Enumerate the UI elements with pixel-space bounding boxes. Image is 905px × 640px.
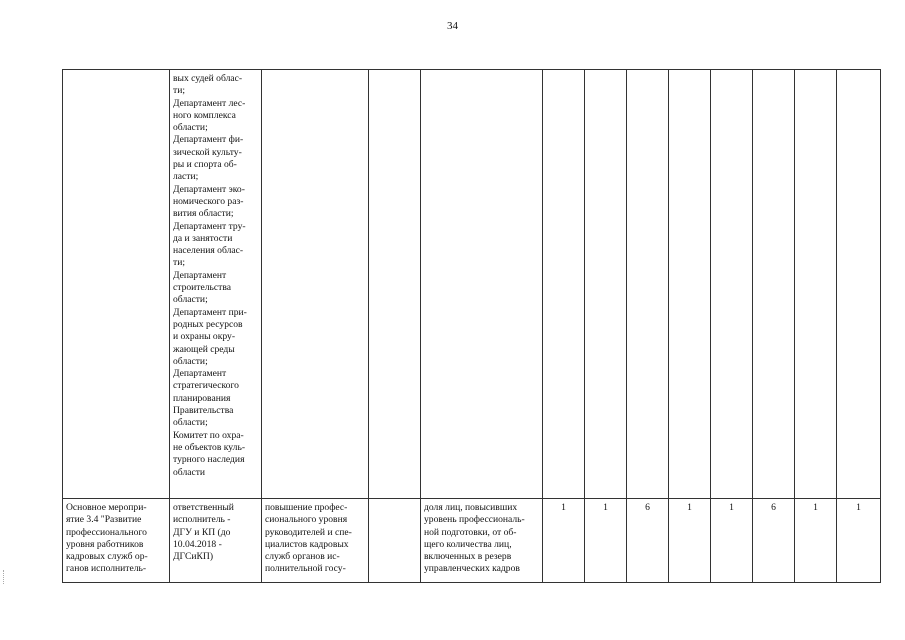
executors-cell: вых судей облас- ти; Департамент лес- ного комплекса области; Департамент фи- зической культу- ры и спорта об- ласти; Департамент эко- номического раз- вития области; Департамент тру- да и занятости населения облас- ти; Департамент строительства области; Департамент при- родных ресурсов и охраны окру- жающей среды области; Департамент стратегического планирования Правительства области; Комитет по охра- не объектов куль- турного наследия области	[170, 70, 262, 499]
value-cell: 6	[627, 499, 669, 583]
value-cell: 1	[711, 499, 753, 583]
table-row	[63, 70, 881, 499]
table-row	[63, 499, 881, 583]
indicator-cell	[421, 70, 543, 499]
value-cell	[585, 70, 627, 499]
program-table	[62, 69, 881, 583]
value-cell	[711, 70, 753, 499]
indicator-cell: доля лиц, повысивших уровень профессиональ- ной подготовки, от об- щего количества лиц, включенных в резерв управленческих кадров	[421, 499, 543, 583]
measure-cell	[63, 70, 170, 499]
empty-cell	[369, 70, 421, 499]
value-cell	[627, 70, 669, 499]
value-cell: 1	[837, 499, 881, 583]
value-cell	[543, 70, 585, 499]
value-cell	[837, 70, 881, 499]
measure-cell: Основное меропри- ятие 3.4 "Развитие профессионального уровня работников кадровых служб ор- ганов исполнитель-	[63, 499, 170, 583]
value-cell	[795, 70, 837, 499]
value-cell: 1	[669, 499, 711, 583]
value-cell: 1	[795, 499, 837, 583]
value-cell	[669, 70, 711, 499]
result-cell: повышение профес- сионального уровня руководителей и спе- циалистов кадровых служб органов ис- полнительной госу-	[262, 499, 369, 583]
value-cell	[753, 70, 795, 499]
value-cell: 1	[585, 499, 627, 583]
value-cell: 6	[753, 499, 795, 583]
value-cell: 1	[543, 499, 585, 583]
scan-margin-marks	[3, 570, 8, 584]
result-cell	[262, 70, 369, 499]
page-number: 34	[447, 20, 458, 32]
empty-cell	[369, 499, 421, 583]
executor-cell: ответственный исполнитель - ДГУ и КП (до 10.04.2018 - ДГСиКП)	[170, 499, 262, 583]
